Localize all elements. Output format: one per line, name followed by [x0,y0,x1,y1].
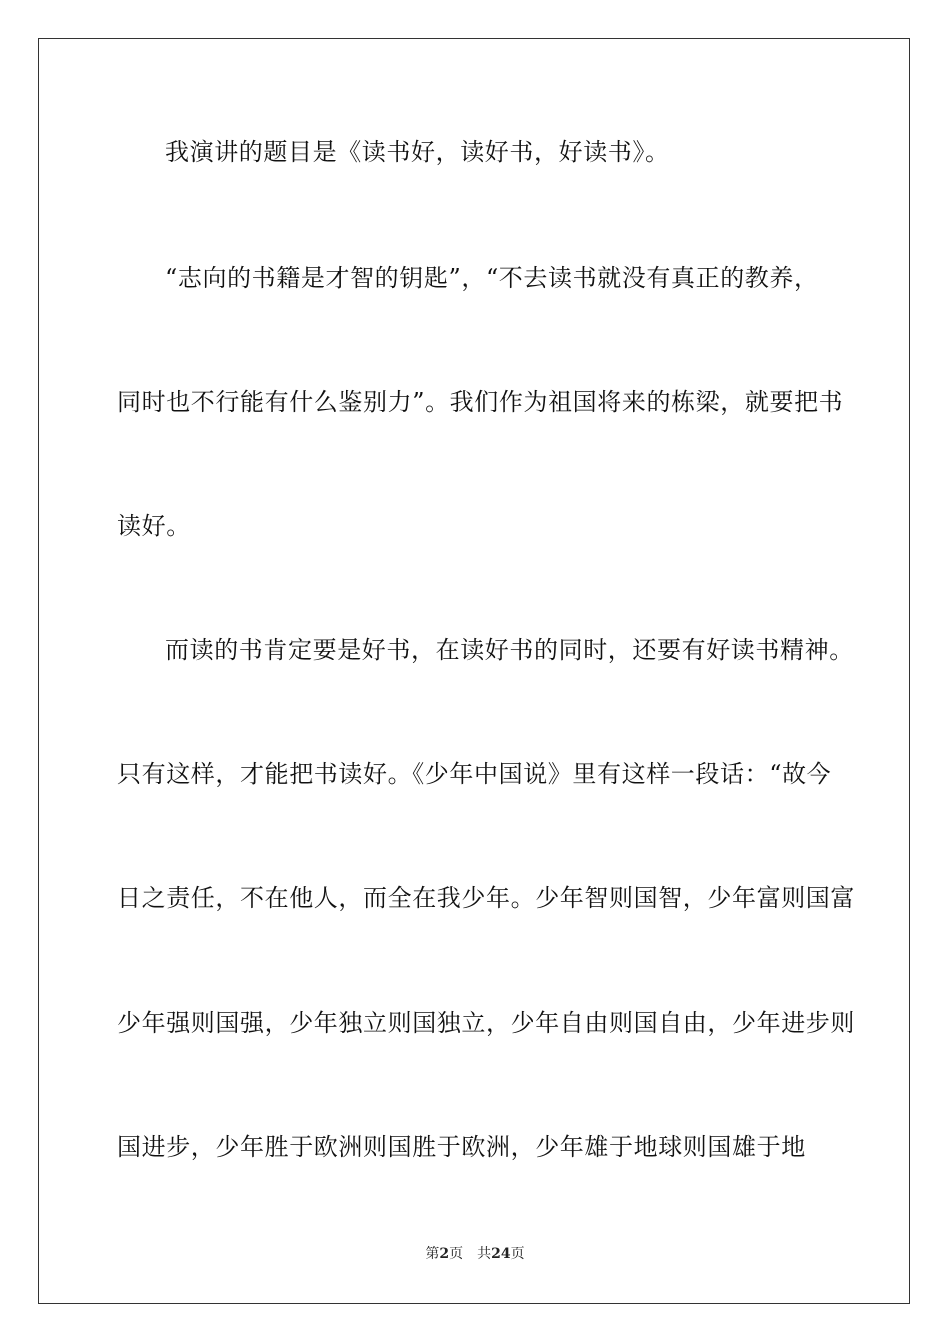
paragraph-line: 少年强则国强，少年独立则国独立，少年自由则国自由，少年进步则 [117,1009,855,1037]
paragraph-line: 只有这样，才能把书读好。《少年中国说》里有这样一段话：“故今 [117,760,832,788]
page-suffix: 页 [449,1246,464,1262]
page-prefix: 第 [425,1246,440,1262]
total-pages: 24 [491,1246,511,1262]
paragraph-line: “志向的书籍是才智的钥匙”，“不去读书就没有真正的教养， [165,264,819,292]
paragraph-line: 同时也不行能有什么鉴别力”。我们作为祖国将来的栋梁，就要把书 [117,388,844,416]
page-number: 2 [439,1246,450,1262]
paragraph-line: 而读的书肯定要是好书，在读好书的同时，还要有好读书精神。 [165,636,854,664]
page-footer [0,1245,950,1263]
total-suffix: 页 [510,1246,525,1262]
page-border [38,38,910,1304]
paragraph-line: 日之责任，不在他人，而全在我少年。少年智则国智，少年富则国富 [117,884,855,912]
paragraph-line: 国进步，少年胜于欧洲则国胜于欧洲，少年雄于地球则国雄于地 [117,1133,806,1161]
paragraph-line: 读好。 [117,512,191,540]
total-prefix: 共 [477,1246,492,1262]
paragraph-line: 我演讲的题目是《读书好，读好书，好读书》。 [165,138,670,166]
